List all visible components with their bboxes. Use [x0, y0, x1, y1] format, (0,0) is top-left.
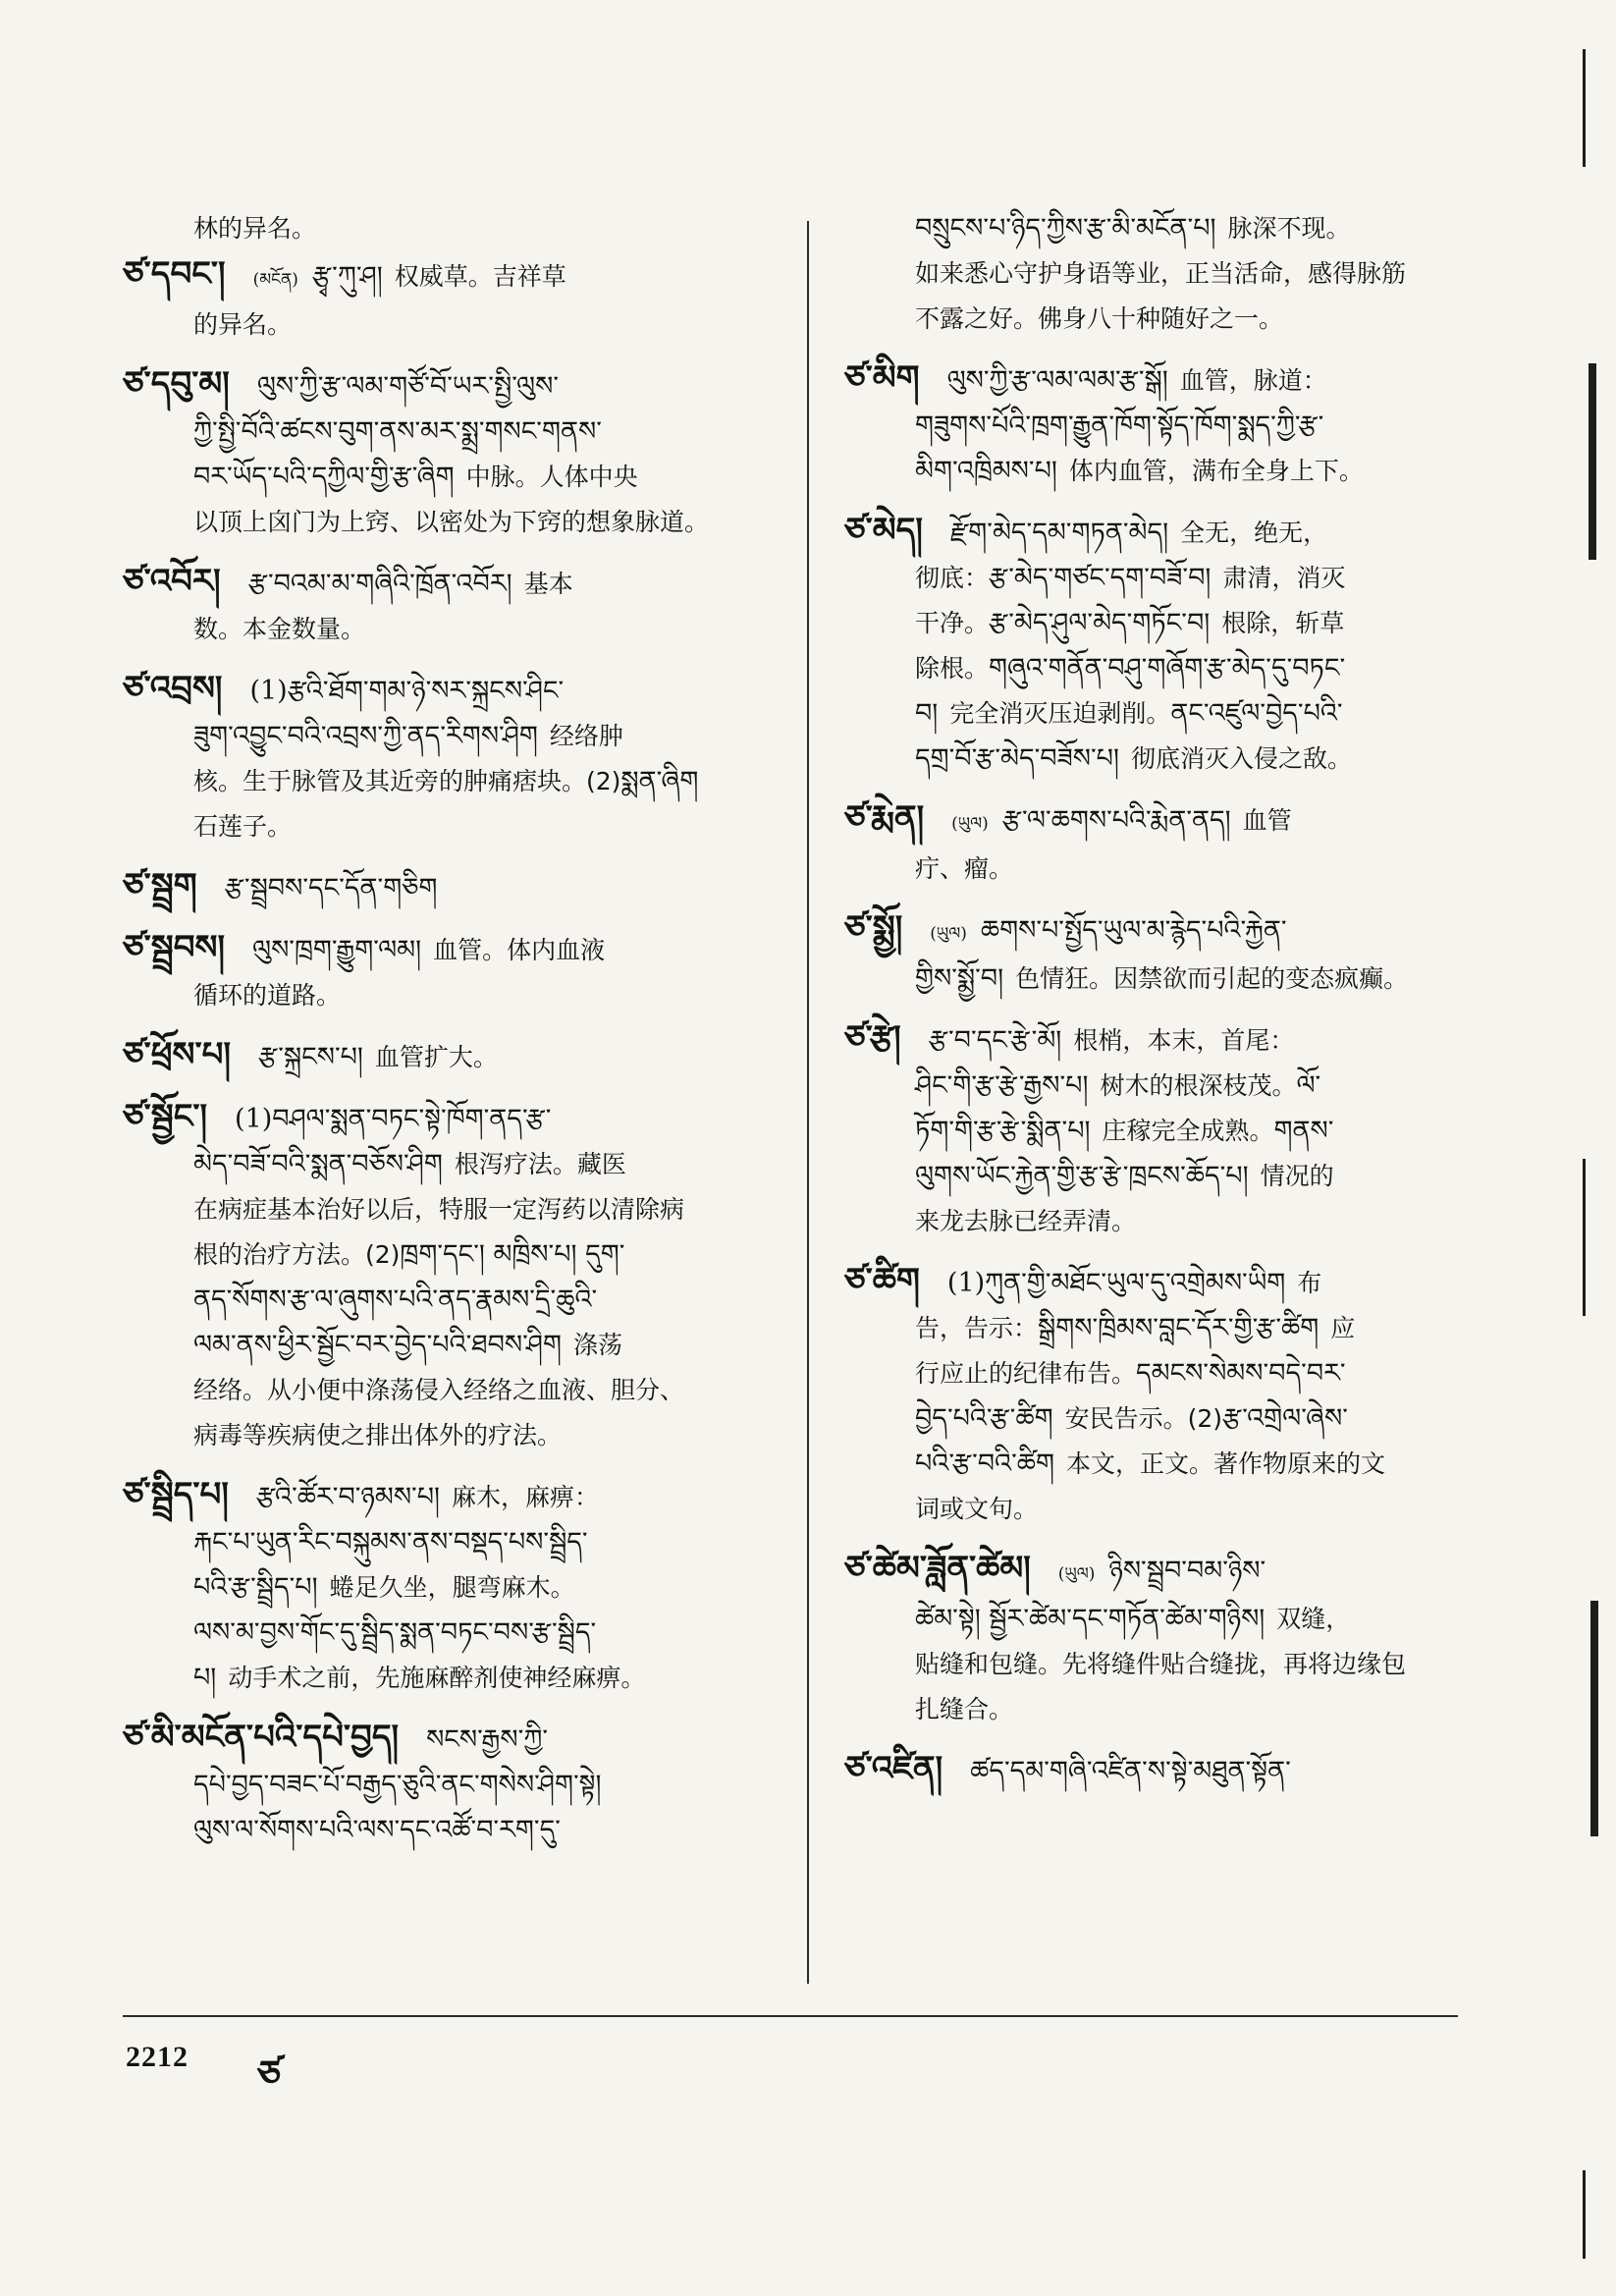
dictionary-entry	[844, 1258, 1473, 1532]
entry-line	[123, 1232, 781, 1278]
entry-line	[123, 500, 781, 545]
entry-line	[844, 1546, 1473, 1597]
tibetan-text: རྩ་སྦྲབས་དང་དོན་གཅིག	[224, 873, 438, 903]
entry-line	[123, 973, 781, 1018]
entry-line	[844, 556, 1473, 601]
headword: ཙ་ཚེམ་ཟློན་ཚེམ།	[844, 1549, 1031, 1588]
entry-line	[844, 957, 1473, 1002]
tibetan-text: གྱིས་སྨྱོ་བ།	[915, 963, 1004, 994]
left-column	[123, 206, 781, 1867]
chinese-gloss: 根梢，本末，首尾：	[1073, 1026, 1295, 1055]
headword: ཙ་སྦྲག	[123, 866, 197, 905]
chinese-gloss: 脉深不现。	[1227, 214, 1351, 243]
chinese-gloss: 血管	[1242, 806, 1292, 835]
entry-line	[123, 1763, 781, 1808]
entry-line	[844, 355, 1473, 404]
entry-line	[844, 449, 1473, 494]
entry-line	[844, 601, 1473, 646]
tibetan-text: སངས་རྒྱས་ཀྱི་	[426, 1724, 549, 1755]
chinese-gloss: 循环的道路。	[193, 981, 342, 1010]
entry-line	[844, 1597, 1473, 1642]
source-abbreviation: (མངོན)	[252, 270, 298, 290]
dictionary-entry	[123, 1032, 781, 1080]
entry-line	[123, 759, 781, 804]
chinese-gloss: 庄稼完全成熟。	[1102, 1117, 1274, 1145]
entry-line	[844, 1306, 1473, 1351]
chinese-gloss: 涤荡	[572, 1331, 622, 1359]
chinese-gloss: 蜷足久坐，腿弯麻木。	[329, 1573, 575, 1602]
tibetan-text: ལུས་ལ་སོགས་པའི་ལས་དང་འཚོ་བ་རག་དུ་	[193, 1815, 561, 1845]
binding-mark	[1589, 363, 1596, 560]
chinese-gloss: 色情狂。因禁欲而引起的变态疯癫。	[1015, 964, 1409, 993]
entry-line	[844, 206, 1473, 251]
entry-line	[123, 1808, 781, 1853]
dictionary-entry	[123, 863, 781, 911]
entry-line	[844, 1746, 1473, 1794]
chinese-gloss: 行应止的纪律布告。	[915, 1359, 1137, 1388]
chinese-gloss: 的异名。	[193, 310, 293, 339]
entry-line	[844, 404, 1473, 449]
entry-line	[844, 905, 1473, 957]
tibetan-text: རྩ་སྐྲངས་པ།	[258, 1042, 363, 1072]
chinese-gloss: 来龙去脉已经弄清。	[915, 1207, 1137, 1235]
entry-line	[844, 1487, 1473, 1532]
entry-line	[123, 302, 781, 348]
tibetan-text: གནས་	[1273, 1116, 1334, 1146]
dictionary-entry	[844, 1746, 1473, 1794]
headword: ཙ་མིག	[844, 358, 920, 398]
entry-line	[123, 714, 781, 759]
continued-entry	[844, 206, 1473, 342]
headword: ཙ་མི་མངོན་པའི་དཔེ་བྱད།	[123, 1718, 400, 1757]
tibetan-text: ཉིས་སྦྲབ་བམ་ཉིས་	[1108, 1556, 1266, 1586]
chinese-gloss: 干净。	[915, 609, 990, 637]
tibetan-text: སྨན་ཞིག	[620, 766, 699, 796]
headword: ཙ་མེད།	[844, 511, 923, 550]
dictionary-entry	[844, 795, 1473, 892]
entry-line	[844, 1199, 1473, 1244]
headword: ཙ་སྦྱོང་།	[123, 1097, 208, 1136]
chinese-gloss: 完全消灭压迫剥削。	[949, 699, 1171, 728]
entry-line	[123, 1472, 781, 1520]
binding-mark	[1583, 1159, 1586, 1316]
headword: ཙ་སྦྲབས།	[123, 928, 226, 967]
tibetan-text: སྒྲིགས་ཁྲིམས་བླང་དོར་གྱི་རྩ་ཚིག	[1038, 1313, 1320, 1343]
tibetan-text: (1)རྩའི་ཐོག་གམ་ཉེ་སར་སྐྲངས་ཤིང་	[249, 676, 565, 706]
dictionary-entry	[123, 559, 781, 652]
entry-line	[844, 251, 1473, 297]
dictionary-entry	[123, 251, 781, 348]
chinese-gloss: 肃清，消灭	[1222, 564, 1346, 592]
entry-line	[123, 1520, 781, 1565]
entry-line	[844, 1442, 1473, 1487]
tibetan-text: ཀྱི་སྤྱི་བོའི་ཚངས་བུག་ནས་མར་སྨྲ་གསང་གནས་	[193, 416, 602, 447]
tibetan-text: རྐང་པ་ཡུན་རིང་བསྐུམས་ནས་བསྡད་པས་སྦྲིད་	[193, 1527, 588, 1558]
chinese-gloss: 应	[1330, 1314, 1356, 1342]
entry-line	[123, 455, 781, 500]
tibetan-text: པའི་རྩ་བའི་ཚིག	[915, 1449, 1054, 1479]
dictionary-entry	[844, 508, 1473, 782]
headword: ཙ་སྨྱོ།	[844, 908, 903, 948]
tibetan-text: ལས་མ་བྱས་གོང་དུ་སྦྲིད་སྨན་བཏང་བས་རྩ་སྦྲིད་	[193, 1617, 597, 1648]
chinese-gloss: 根的治疗方法。(2)	[193, 1240, 401, 1269]
tibetan-text: དམངས་སེམས་བདེ་བར་	[1136, 1358, 1346, 1389]
tibetan-text: དཔེ་བྱད་བཟང་པོ་བརྒྱད་ཅུའི་ནང་གསེས་ཤིག་སྟེ།	[193, 1770, 602, 1800]
binding-mark	[1583, 49, 1586, 167]
tibetan-text: ལམ་ནས་ཕྱིར་སྦྱོང་བར་བྱེད་པའི་ཐབས་ཤིག	[193, 1330, 562, 1360]
chinese-gloss: 告，告示：	[915, 1314, 1039, 1342]
dictionary-entry	[123, 1715, 781, 1853]
dictionary-entry	[844, 1015, 1473, 1244]
dictionary-entry	[123, 361, 781, 545]
tibetan-text: གཞུའ་གནོན་བཤུ་གཞོག་རྩ་མེད་དུ་བཏང་	[989, 653, 1346, 683]
chinese-gloss: 全无，绝无，	[1180, 519, 1328, 547]
chinese-gloss: 在病症基本治好以后，特服一定泻药以清除病	[193, 1195, 685, 1224]
tibetan-text: ལུས་ཀྱི་རྩ་ལམ་ལམ་རྩ་སྒོ།	[946, 365, 1168, 396]
entry-line	[123, 1032, 781, 1080]
entry-line	[844, 297, 1473, 342]
entry-line	[123, 1187, 781, 1232]
entry-line	[123, 607, 781, 652]
entry-line	[844, 1396, 1473, 1442]
tibetan-text: གཟུགས་པོའི་ཁྲག་རྒྱུན་ཁོག་སྟོད་ཁོག་སྨད་ཀྱི་རྩ་	[915, 410, 1324, 441]
column-divider	[807, 221, 809, 1984]
chinese-gloss: 贴缝和包缝。先将缝件贴合缝拢，再将边缘包	[915, 1650, 1407, 1678]
entry-line	[123, 361, 781, 410]
entry-line	[844, 795, 1473, 847]
chinese-gloss: 数。本金数量。	[193, 615, 366, 643]
entry-line	[123, 1656, 781, 1701]
chinese-gloss: 基本	[523, 570, 573, 598]
chinese-gloss: 根泻疗法。藏医	[454, 1150, 626, 1178]
tibetan-text: མིག་འཁྲིམས་པ།	[915, 456, 1057, 486]
headword: ཙ་འབྲས།	[123, 669, 223, 708]
binding-mark	[1583, 2170, 1586, 2259]
tibetan-text: རྩ་ལ་ཆགས་པའི་རྨེན་ནད།	[1001, 805, 1231, 836]
tibetan-text: རྩ་མེད་ཤུལ་མེད་གཏོང་བ།	[989, 608, 1211, 638]
entry-line	[844, 646, 1473, 691]
chinese-gloss: 彻底消灭入侵之敌。	[1130, 744, 1352, 773]
tibetan-text: ཟུག་འབྱུང་བའི་འབྲས་ཀྱི་ནད་རིགས་ཤིག	[193, 721, 538, 751]
tibetan-text: (1)ཀུན་གྱི་མཐོང་ཡུལ་དུ་འགྲེམས་ཡིག	[946, 1268, 1286, 1298]
chinese-gloss: 血管，脉道：	[1179, 366, 1327, 395]
headword: ཙ་ཕྲོས་པ།	[123, 1035, 231, 1074]
chinese-gloss: 双缝，	[1276, 1605, 1351, 1633]
chinese-gloss: 疔、瘤。	[915, 854, 1014, 883]
chinese-gloss: 树木的根深枝茂。	[1100, 1071, 1297, 1100]
chinese-gloss: 如来悉心守护身语等业，正当活命，感得脉筋	[915, 259, 1407, 288]
entry-line	[123, 1278, 781, 1323]
entry-line	[844, 737, 1473, 782]
entry-line	[123, 925, 781, 973]
entry-line	[123, 1565, 781, 1611]
entry-line	[123, 1611, 781, 1656]
dictionary-entry	[844, 355, 1473, 494]
entry-line	[123, 1413, 781, 1458]
chinese-gloss: 布	[1297, 1269, 1322, 1297]
chinese-gloss: 本文，正文。著作物原来的文	[1065, 1449, 1385, 1478]
entry-line	[123, 559, 781, 607]
dictionary-entry	[844, 905, 1473, 1002]
tibetan-text: ལོ་	[1296, 1070, 1321, 1101]
headword: ཙ་སྦྲིད་པ།	[123, 1475, 229, 1514]
dictionary-entry	[123, 1094, 781, 1458]
tibetan-text: མེད་བཟོ་བའི་སྨན་བཅོས་ཤིག	[193, 1149, 443, 1179]
tibetan-text: རྩ་བའམ་མ་གཞིའི་ཁྲོན་འབོར།	[247, 569, 512, 599]
footer-rule	[123, 2015, 1458, 2017]
tibetan-text: དགྲ་བོ་རྩ་མེད་བཟོས་པ།	[915, 743, 1119, 774]
dictionary-entry	[844, 1546, 1473, 1732]
tibetan-text: རྩ་བ་དང་རྩེ་མོ།	[928, 1025, 1062, 1056]
entry-line	[123, 863, 781, 911]
entry-line	[123, 1368, 781, 1413]
entry-line	[844, 1154, 1473, 1199]
chinese-gloss: 根除，斩草	[1221, 609, 1345, 637]
entry-line	[123, 804, 781, 849]
entry-line	[844, 1015, 1473, 1064]
tibetan-text: ཤིང་གི་རྩ་རྩེ་རྒྱས་པ།	[915, 1070, 1089, 1101]
entry-line	[844, 691, 1473, 737]
chinese-gloss: 不露之好。佛身八十种随好之一。	[915, 304, 1284, 333]
tibetan-text: ཚེམ་སྟེ། སྦྱོར་ཚེམ་དང་གཏོན་ཚེམ་གཉིས།	[915, 1604, 1266, 1634]
tibetan-text: ལུས་ཀྱི་རྩ་ལམ་གཙོ་བོ་ཡར་སྤྱི་ལུས་	[256, 371, 560, 402]
page-number: 2212	[126, 2041, 189, 2073]
tibetan-text: པའི་རྩ་སྦྲིད་པ།	[193, 1572, 318, 1603]
dictionary-entry	[123, 925, 781, 1018]
entry-line	[123, 666, 781, 714]
source-abbreviation: (ཡུལ)	[951, 814, 989, 834]
chinese-gloss: 安民告示。(2)	[1064, 1404, 1223, 1433]
headword: ཙ་དབུ་མ།	[123, 364, 230, 404]
tibetan-text: རྩའི་ཚོར་བ་ཉམས་པ།	[255, 1482, 441, 1512]
tibetan-text: (1)བཤལ་སྨན་བཏང་སྟེ་ཁོག་ནད་རྩ་	[235, 1104, 552, 1134]
tibetan-text: རྩ་འགྲེལ་ཞེས་	[1222, 1403, 1348, 1434]
chinese-gloss: 血管扩大。	[374, 1043, 498, 1071]
headword: ཙ་དབང་།	[123, 254, 226, 294]
entry-line	[123, 1094, 781, 1142]
binding-mark	[1590, 1601, 1598, 1836]
tibetan-text: རྫོག་མེད་དམ་གཏན་མེད།	[949, 518, 1169, 548]
chinese-gloss: 扎缝合。	[915, 1695, 1014, 1723]
entry-line	[123, 1323, 781, 1368]
headword: ཙ་ཚིག	[844, 1261, 920, 1300]
tibetan-text: པ།	[193, 1663, 217, 1693]
tibetan-text: བྱེད་པའི་རྩ་ཚིག	[915, 1403, 1053, 1434]
chinese-gloss: 病毒等疾病使之排出体外的疗法。	[193, 1421, 563, 1449]
tibetan-text: ཏོག་གི་རྩ་རྩེ་སྨིན་པ།	[915, 1116, 1091, 1146]
chinese-gloss: 石莲子。	[193, 812, 293, 841]
entry-line	[844, 508, 1473, 556]
tibetan-text: ལུས་ཁྲག་རྒྱུག་ལམ།	[252, 935, 422, 965]
entry-line	[123, 410, 781, 455]
dictionary-entry	[123, 666, 781, 849]
section-letter: ཙ	[257, 2051, 282, 2096]
chinese-gloss: 以顶上囟门为上窍、以密处为下窍的想象脉道。	[193, 508, 710, 536]
chinese-gloss: 体内血管，满布全身上下。	[1068, 457, 1364, 485]
chinese-gloss: 麻木，麻痹：	[452, 1483, 600, 1511]
chinese-gloss: 词或文句。	[915, 1495, 1039, 1523]
chinese-gloss: 权威草。吉祥草	[394, 262, 566, 291]
headword: ཙ་རྩེ།	[844, 1018, 901, 1058]
entry-line	[123, 1142, 781, 1187]
continued-text: 林的异名。	[193, 214, 317, 243]
tibetan-text: རྩྭ་ཀུ་ཤ།	[311, 261, 383, 292]
headword: ཙ་འབོར།	[123, 562, 221, 601]
chinese-gloss: 中脉。人体中央	[465, 463, 638, 491]
entry-line	[844, 1109, 1473, 1154]
chinese-gloss: 彻底：	[915, 564, 990, 592]
entry-line	[844, 1642, 1473, 1687]
tibetan-text: བ།	[915, 698, 939, 729]
entry-line	[844, 1687, 1473, 1732]
tibetan-text: ནང་འཛུལ་བྱེད་པའི་	[1170, 698, 1343, 729]
tibetan-text: ཚད་དམ་གཞི་འཛིན་ས་སྟེ་མཐུན་སྟོན་	[970, 1756, 1291, 1786]
entry-line	[844, 1064, 1473, 1109]
tibetan-text: བསྲུངས་པ་ཉིད་ཀྱིས་རྩ་མི་མངོན་པ།	[915, 213, 1216, 244]
entry-line	[844, 847, 1473, 892]
right-column	[844, 206, 1473, 1808]
headword: ཙ་འཛིན།	[844, 1749, 943, 1788]
chinese-gloss: 血管。体内血液	[433, 936, 606, 964]
entry-line	[123, 1715, 781, 1763]
entry-line	[844, 1351, 1473, 1396]
dictionary-entry	[123, 1472, 781, 1701]
tibetan-text: རྩ་མེད་གཙང་དག་བཟོ་བ།	[989, 563, 1212, 593]
chinese-gloss: 经络肿	[549, 722, 623, 750]
source-abbreviation: (ཡུལ)	[930, 924, 967, 944]
tibetan-text: ནད་སོགས་རྩ་ལ་ཞུགས་པའི་ནད་རྣམས་དྲི་ཆུའི་	[193, 1285, 598, 1315]
headword: ཙ་རྨེན།	[844, 798, 925, 838]
tibetan-text: ཁྲག་དང་། མཁྲིས་པ། དུག་	[400, 1239, 625, 1270]
tibetan-text: ལུགས་ཡོང་རྐྱེན་གྱི་རྩ་རྩེ་ཁྲངས་ཆོད་པ།	[915, 1161, 1249, 1191]
chinese-gloss: 核。生于脉管及其近旁的肿痛痞块。(2)	[193, 767, 621, 795]
chinese-gloss: 情况的	[1260, 1162, 1334, 1190]
source-abbreviation: (ཡུལ)	[1057, 1564, 1096, 1584]
entry-line	[844, 1258, 1473, 1306]
chinese-gloss: 动手术之前，先施麻醉剂使神经麻痹。	[228, 1664, 646, 1692]
tibetan-text: ཆགས་པ་སྤྱོད་ཡུལ་མ་རྙེད་པའི་རྐྱེན་	[980, 915, 1287, 946]
tibetan-text: བར་ཡོད་པའི་དཀྱིལ་གྱི་རྩ་ཞིག	[193, 462, 455, 492]
chinese-gloss: 经络。从小便中涤荡侵入经络之血液、胆分、	[193, 1376, 685, 1404]
chinese-gloss: 除根。	[915, 654, 990, 683]
entry-line	[123, 251, 781, 302]
